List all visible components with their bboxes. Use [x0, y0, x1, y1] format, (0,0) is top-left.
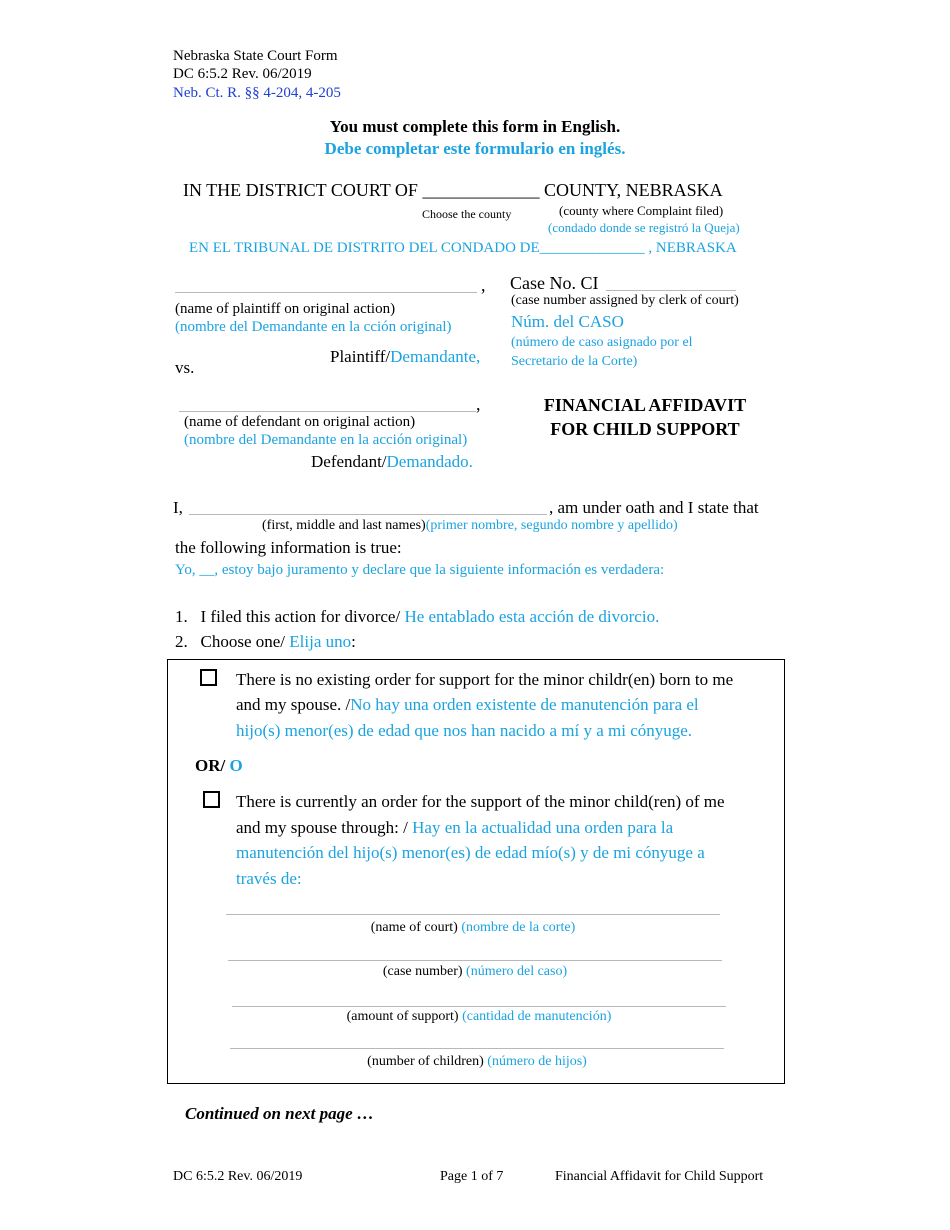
document-title-line-2: FOR CHILD SUPPORT [550, 419, 740, 439]
or-en: OR/ [195, 756, 226, 775]
defendant-label-en: Defendant/ [311, 452, 387, 471]
spanish-notice: Debe completar este formulario en inglés. [324, 139, 626, 158]
item-1 [175, 607, 659, 627]
names-note [262, 518, 678, 534]
option-2-checkbox[interactable] [203, 791, 220, 808]
option-1-line-3: hijo(s) menor(es) de edad que nos han nacido a mí y a mi cónyuge. [236, 721, 693, 740]
support-amount-label-es: (cantidad de manutención) [458, 1009, 612, 1024]
footer-form-number: DC 6:5.2 Rev. 06/2019 [173, 1169, 303, 1184]
court-prefix: IN THE DISTRICT COURT OF [183, 180, 418, 200]
defendant-name-line[interactable] [179, 411, 476, 412]
item-1-en: I filed this action for divorce/ [200, 607, 401, 626]
county-note-en: (county where Complaint filed) [559, 203, 724, 218]
or-es: O [225, 756, 243, 775]
plaintiff-label-en: Plaintiff/ [330, 347, 391, 366]
continued-note: Continued on next page … [185, 1104, 374, 1123]
option-2-line-3: manutención del hijo(s) menor(es) de edad mío(s) y de mi cónyuge a [236, 843, 705, 862]
court-line-es: EN EL TRIBUNAL DE DISTRITO DEL CONDADO DE______________ , NEBRASKA [189, 240, 737, 256]
footer-page: Page 1 of 7 [440, 1169, 504, 1184]
defendant-note-en: (name of defendant on original action) [184, 414, 416, 430]
plaintiff-label [330, 347, 480, 367]
court-name-label-es: (nombre de la corte) [457, 920, 576, 935]
case-number-label-es: Núm. del CASO [511, 312, 624, 331]
court-suffix: COUNTY, NEBRASKA [543, 180, 723, 200]
support-amount-label [232, 1009, 726, 1025]
item-2-en: Choose one/ [200, 632, 286, 651]
county-note-es: (condado donde se registró la Queja) [548, 220, 740, 235]
rule-reference[interactable]: Neb. Ct. R. §§ 4-204, 4-205 [173, 85, 341, 101]
oath-line-es: Yo, __, estoy bajo juramento y declare que la siguiente información es verdadera: [175, 562, 665, 578]
option-1-line-2 [236, 695, 699, 715]
children-count-label [230, 1054, 724, 1070]
plaintiff-label-es: Demandante, [390, 347, 481, 366]
support-amount-label-en: (amount of support) [346, 1009, 459, 1024]
footer-title: Financial Affidavit for Child Support [555, 1169, 764, 1184]
names-note-en: (first, middle and last names) [262, 518, 426, 533]
court-line [183, 180, 723, 201]
item-2-es: Elija uno [285, 632, 352, 651]
court-name-label [226, 920, 720, 936]
court-name-line[interactable] [226, 914, 720, 915]
case-number-line[interactable] [606, 290, 736, 291]
oath-suffix: , am under oath and I state that [549, 498, 759, 517]
case-number-note-es-1: (número de caso asignado por el [511, 335, 693, 350]
option-1-line-2-es: No hay una orden existente de manutención para el [350, 695, 699, 714]
support-amount-line[interactable] [232, 1006, 726, 1007]
case-number-field-label-en: (case number) [382, 964, 463, 979]
names-note-es: (primer nombre, segundo nombre y apellido) [425, 518, 678, 533]
case-number-field-label [228, 964, 722, 980]
case-number-note-en: (case number assigned by clerk of court) [511, 293, 739, 308]
option-2-line-4: través de: [236, 869, 302, 888]
defendant-comma: , [476, 394, 481, 414]
case-number-label: Case No. CI [510, 273, 599, 293]
case-number-note-es-2: Secretario de la Corte) [511, 354, 638, 369]
court-name-label-en: (name of court) [370, 920, 458, 935]
children-count-label-en: (number of children) [367, 1054, 484, 1069]
option-2-line-2-es: Hay en la actualidad una orden para la [407, 818, 674, 837]
item-2 [175, 632, 356, 652]
option-2-line-1: There is currently an order for the support of the minor child(ren) of me [236, 792, 725, 811]
option-2-line-2 [236, 818, 673, 838]
versus: vs. [175, 358, 195, 377]
plaintiff-note-es: (nombre del Demandante en la cción original) [175, 319, 452, 335]
item-1-number: 1. [175, 607, 188, 626]
choose-county-hint: Choose the county [422, 207, 512, 221]
item-2-number: 2. [175, 632, 188, 651]
english-notice: You must complete this form in English. [329, 117, 621, 136]
defendant-label [311, 452, 473, 472]
county-blank[interactable]: _____________ [422, 180, 540, 200]
option-2-line-2-en: and my spouse through: / [236, 818, 408, 837]
case-number-field-line[interactable] [228, 960, 722, 961]
plaintiff-note-en: (name of plaintiff on original action) [175, 301, 396, 317]
plaintiff-comma: , [481, 275, 486, 295]
option-1-line-1: There is no existing order for support for the minor childr(en) born to me [236, 670, 734, 689]
item-2-colon: : [351, 632, 356, 651]
defendant-label-es: Demandado. [386, 452, 473, 471]
defendant-note-es: (nombre del Demandante en la acción original) [184, 432, 468, 448]
item-1-es: He entablado esta acción de divorcio. [400, 607, 660, 626]
affiant-name-line[interactable] [189, 514, 547, 515]
or-separator [195, 756, 243, 776]
option-1-line-2-en: and my spouse. / [236, 695, 351, 714]
oath-line-2: the following information is true: [175, 538, 402, 557]
form-number: DC 6:5.2 Rev. 06/2019 [173, 66, 312, 82]
plaintiff-name-line[interactable] [175, 292, 477, 293]
oath-i: I, [173, 498, 183, 517]
case-number-field-label-es: (número del caso) [462, 964, 568, 979]
option-1-checkbox[interactable] [200, 669, 217, 686]
form-name: Nebraska State Court Form [173, 48, 338, 64]
children-count-label-es: (número de hijos) [483, 1054, 587, 1069]
children-count-line[interactable] [230, 1048, 724, 1049]
document-title-line-1: FINANCIAL AFFIDAVIT [543, 395, 747, 415]
